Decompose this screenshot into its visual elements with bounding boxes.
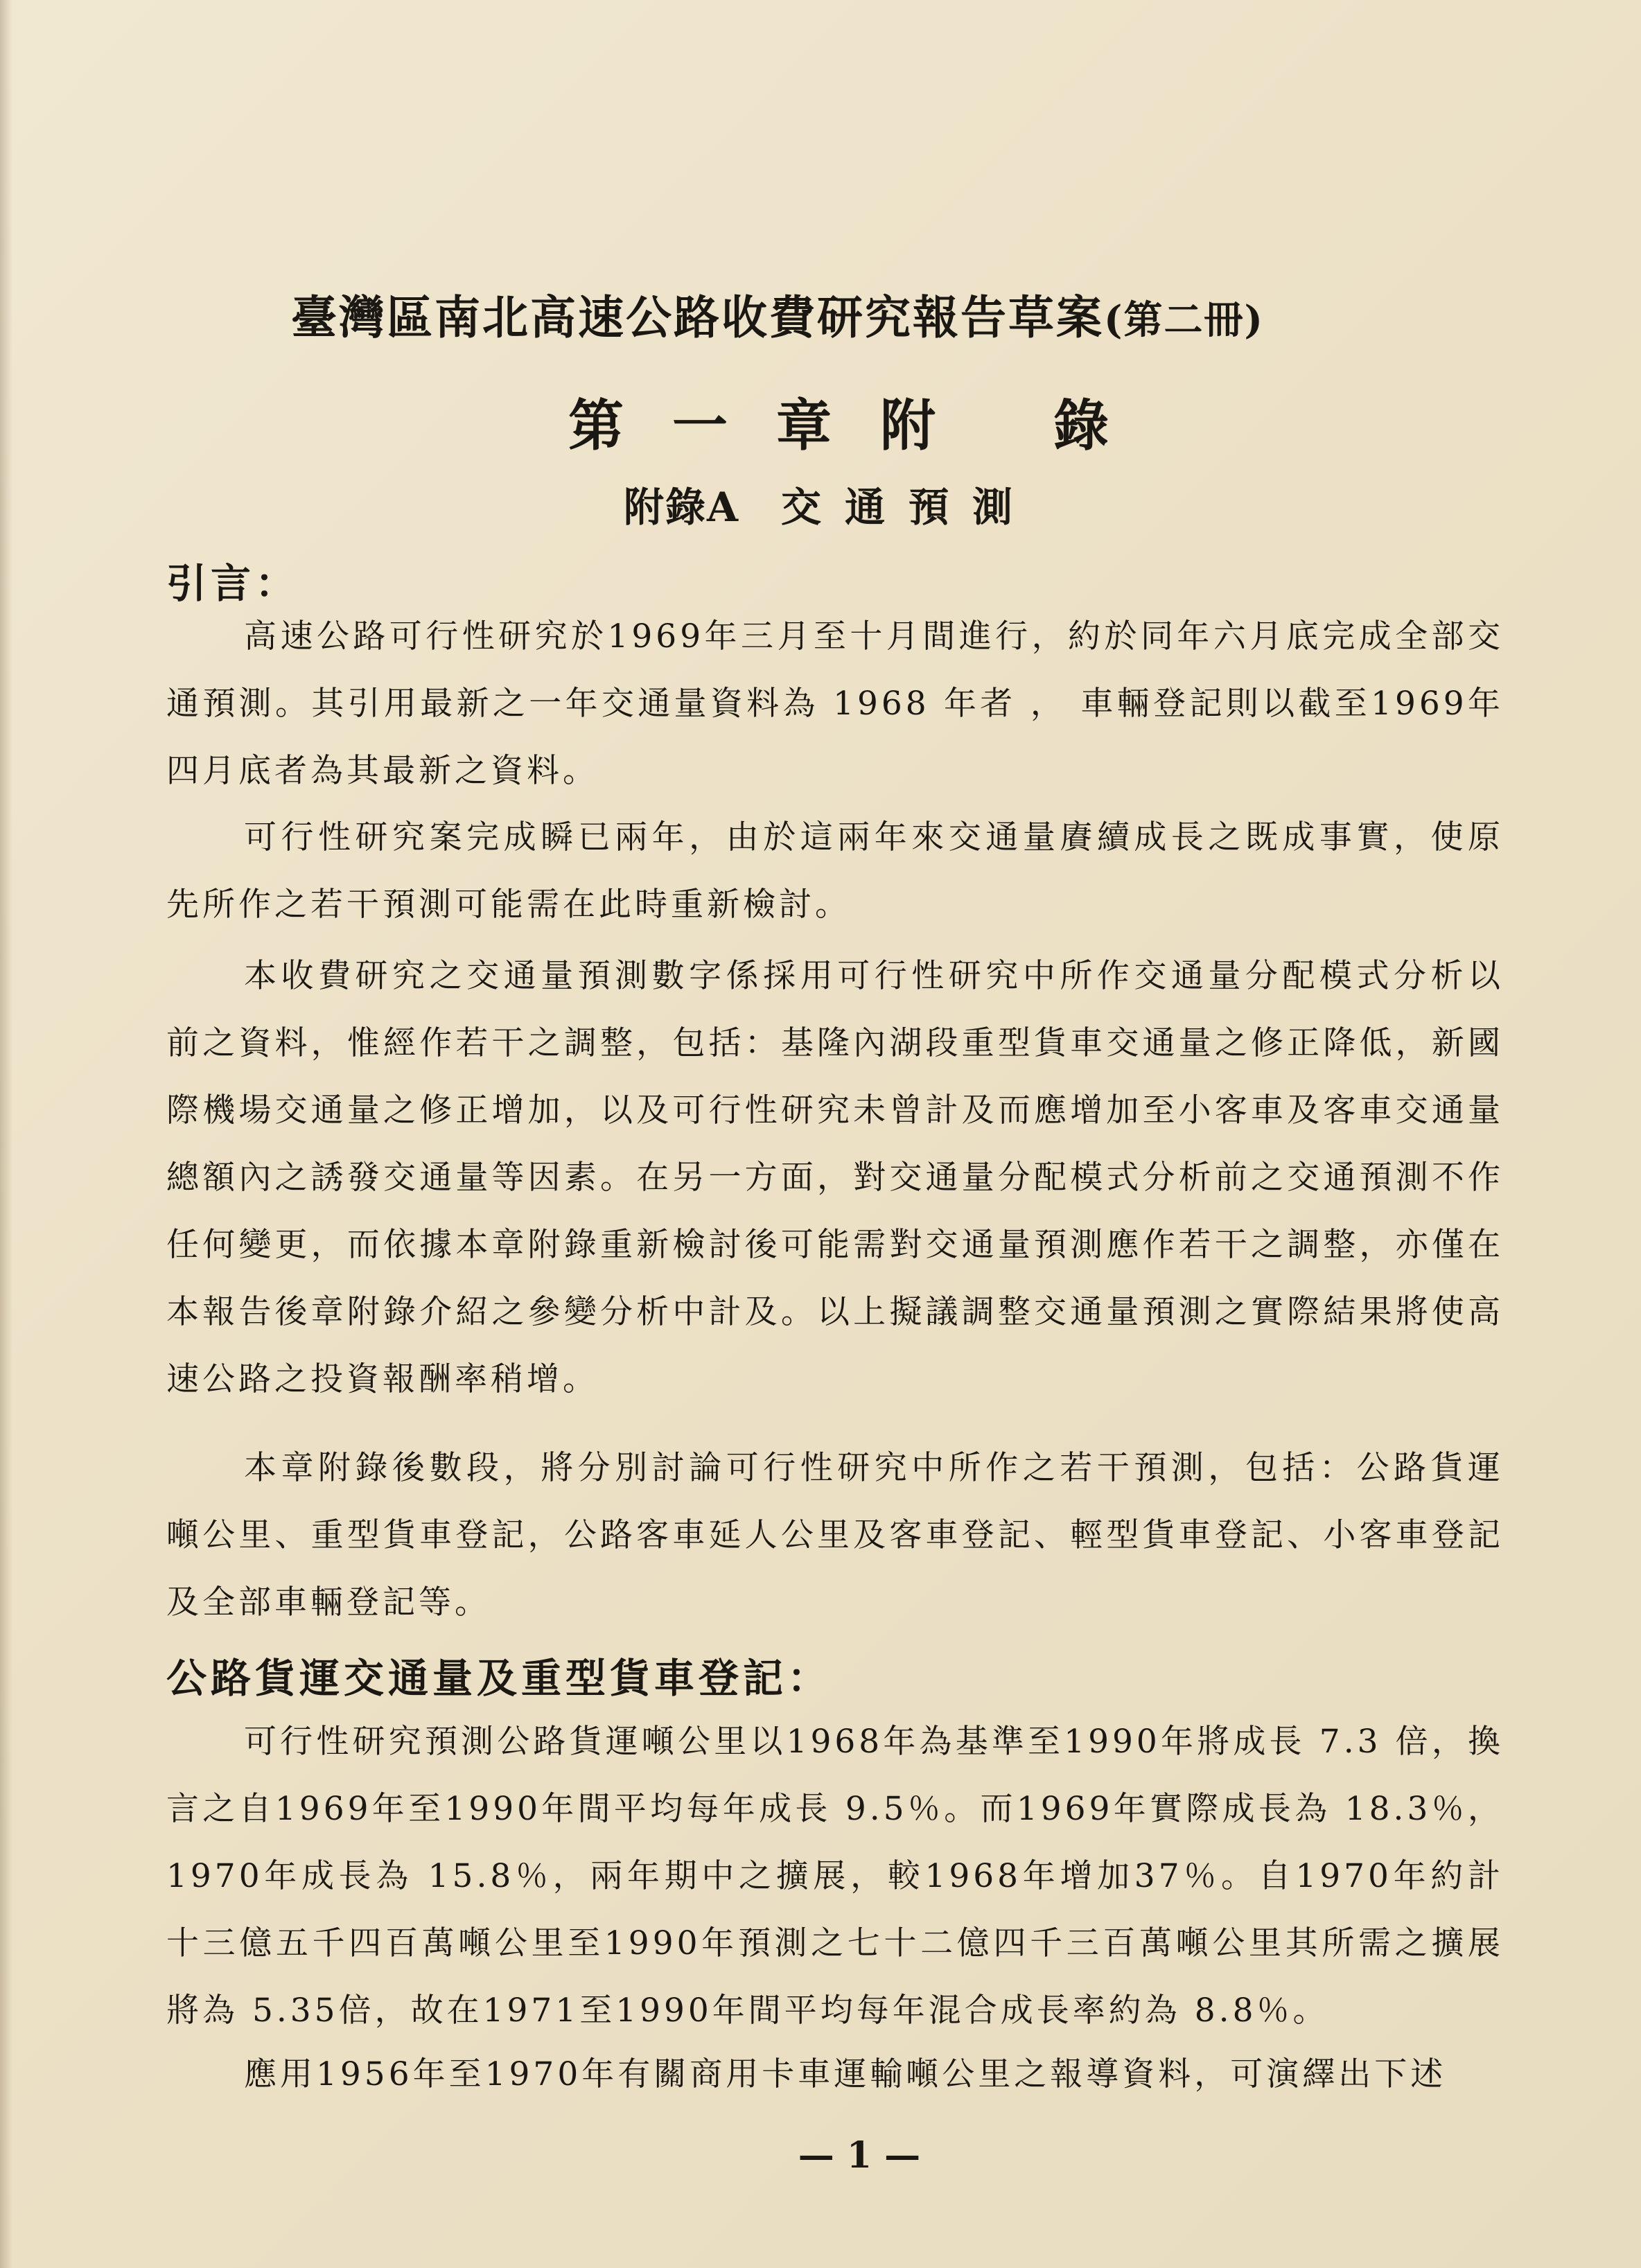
paragraph-intro-3: 本收費研究之交通量預測數字係採用可行性研究中所作交通量分配模式分析以前之資料，惟經作若干之調整，包括：基隆內湖段重型貨車交通量之修正降低，新國際機場交通量之修正增加，以及可行性研究未曾計及而應增加至小客車及客車交通量總額內之誘發交通量等因素。在另一方面，對交通量分配模式分析前之交通預測不作任何變更，而依據本章附錄重新檢討後可能需對交通量預測應作若干之調整，亦僅在本報告後章附錄介紹之參變分析中計及。以上擬議調整交通量預測之實際結果將使高速公路之投資報酬率稍增。	[166, 957, 1504, 1398]
paragraph-freight-1: 可行性研究預測公路貨運噸公里以1968年為基準至1990年將成長 7.3 倍，換言之自1969年至1990年間平均每年成長 9.5％。而1969年實際成長為 18.3％，1970年成長為 15.8％，兩年期中之擴展，較1968年增加37％。自1970年約計十三億五千四百萬噸公里至1990年預測之七十二億四千三百萬噸公里其所需之擴展將為 5.35倍，故在1971至1990年間平均每年混合成長率約為 8.8％。	[166, 1723, 1504, 2030]
paragraph-intro-4: 本章附錄後數段，將分別討論可行性研究中所作之若干預測，包括：公路貨運噸公里、重型貨車登記，公路客車延人公里及客車登記、輕型貨車登記、小客車登記及全部車輛登記等。	[166, 1449, 1504, 1621]
volume-label: (第二冊)	[1104, 297, 1264, 343]
chapter-char-5: 錄	[1053, 393, 1109, 458]
paragraph-freight-2: 應用1956年至1970年有關商用卡車運輸噸公里之報導資料，可演繹出下述	[244, 2055, 1447, 2093]
document-title	[291, 281, 1525, 346]
appendix-label: 附錄A	[624, 484, 740, 531]
section-heading-introduction: 引言：	[166, 560, 300, 607]
chapter-char-2: 一	[672, 393, 728, 458]
report-title: 臺灣區南北高速公路收費研究報告草案	[291, 290, 1104, 344]
paragraph-intro-2: 可行性研究案完成瞬已兩年，由於這兩年來交通量賡續成長之既成事實，使原先所作之若干預測可能需在此時重新檢討。	[166, 818, 1504, 924]
paragraph-intro-1: 高速公路可行性研究於1969年三月至十月間進行，約於同年六月底完成全部交通預測。其引用最新之一年交通量資料為 1968 年者 ， 車輛登記則以截至1969年四月底者為其最新之資料。	[166, 617, 1504, 790]
chapter-heading	[568, 381, 1192, 461]
chapter-char-3: 章	[776, 393, 832, 458]
chapter-char-1: 第	[568, 393, 624, 458]
appendix-heading	[624, 475, 1178, 533]
appendix-title: 交通預測	[781, 484, 1037, 531]
section-heading-freight: 公路貨運交通量及重型貨車登記：	[166, 1655, 832, 1702]
page-edge-shadow	[0, 0, 12, 2268]
chapter-char-4: 附	[880, 393, 936, 458]
page-number: — 1 —	[798, 2134, 921, 2177]
